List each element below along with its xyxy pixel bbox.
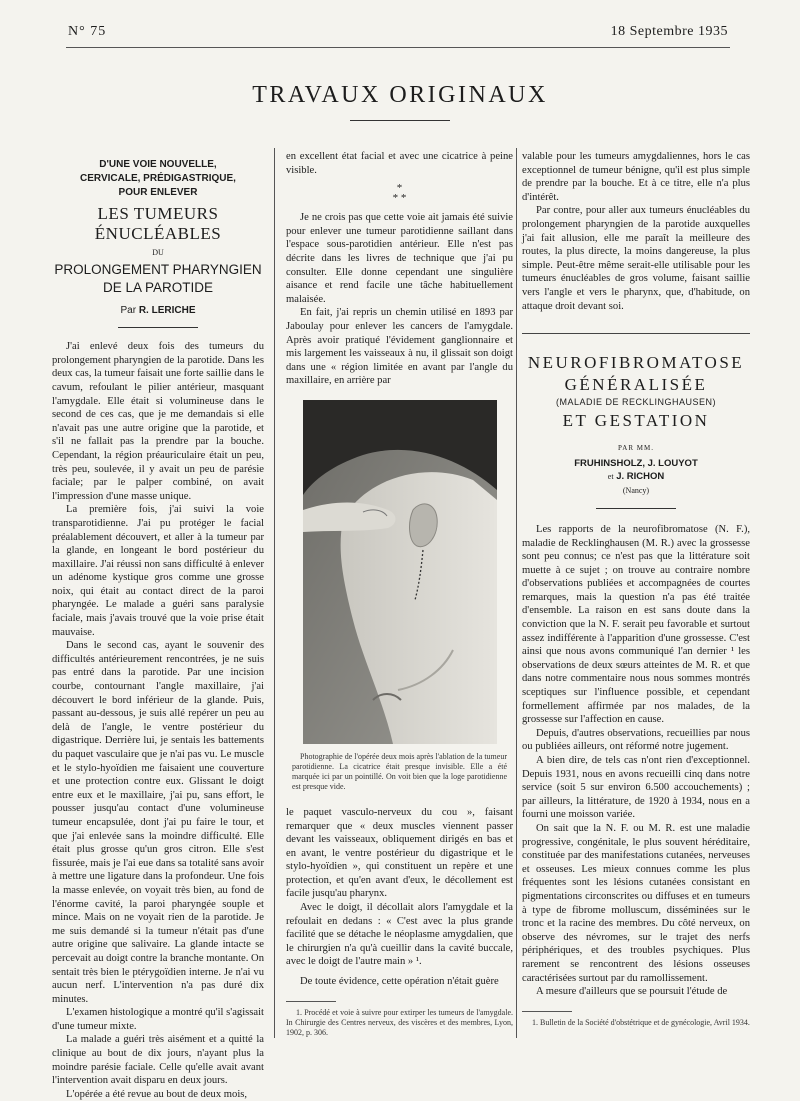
article-separator-rule (522, 333, 750, 334)
paragraph: A mesure d'ailleurs que se poursuit l'étude de (536, 986, 728, 998)
paragraph: J'ai enlevé deux fois des tumeurs du prolongement pharyngien de la parotide. Dans les deux cas, la tumeur faisait une forte saillie dans le cavum, refoulant le pilier antérieur, masquant l'amygdale. Elle était si volumineuse dans le second de ces cas, que je me demandais si elle n'avait pas une autre origine que la parotide, et s'il ne fallait pas la prendre par la bouche. Cependant, la région préauriculaire était un peu, très peu, soulevée, il y avait un peu de parésie faciale; par le palper combiné, on avait l'impression d'une masse unique. (52, 341, 264, 502)
photo-caption: Photographie de l'opérée deux mois après l'ablation de la tumeur parotidienne. La cicatrice était presque invisible. Elle a été marquée ici par un pointillé. On voit bien que la loge parotidienne est presque vide. (292, 751, 507, 791)
footnote-rule (522, 1011, 572, 1012)
footnote: 1. Bulletin de la Société d'obstétrique et de gynécologie, Avril 1934. (532, 1017, 750, 1027)
paragraph: La première fois, j'ai suivi la voie transparotidienne. J'ai pu protéger le facial préalablement découvert, et aller à la tumeur par la glande, en longeant le bord postérieur du maxillaire. J'ai réussi non sans difficulté à enlever un adénome kystique gros comme une grosse noix, qui était au contact direct de la paroi pharyngée. Le malade a guéri sans paralysie faciale, mais j'avais trouvé que la voie prise était mauvaise. (52, 504, 264, 638)
header-rule (66, 47, 730, 48)
paragraph: L'opérée a été revue au bout de deux mois, (66, 1088, 248, 1100)
paragraph: valable pour les tumeurs amygdaliennes, hors le cas exceptionnel de tumeur bénigne, qu'il est plus simple de prendre par la bouche. Et à ce titre, elle n'a plus d'intérêt. (522, 151, 750, 203)
column-divider-2 (516, 148, 517, 1038)
section-title: TRAVAUX ORIGINAUX (252, 82, 548, 108)
paragraph: le paquet vasculo-nerveux du cou », faisant remarquer que « deux muscles viennent passer devant les vaisseaux, obliquement dirigés en bas et en avant, le ventre postérieur du digastrique et le stylo-hyoïdien », qui constituent un repère et une protection, et qu'en avant d'eux, le décollement est facile jusqu'au pharynx. (286, 806, 513, 900)
footnote: 1. Procédé et voie à suivre pour extirper les tumeurs de l'amygdale. In Chirurgie des Centres nerveux, des viscères et des membres, Lyon, 1902, p. 306. (286, 1007, 513, 1037)
paragraph: En fait, j'ai repris un chemin utilisé en 1893 par Jaboulay pour enlever les cancers de l'amygdale. Après avoir pratiqué l'évidement ganglionnaire et mis largement les vaisseaux à nu, il glissait son doigt dans une « région limitée en avant par l'angle du maxillaire, en arrière par (286, 307, 513, 387)
article1-title-du: DU (152, 248, 164, 257)
paragraph: Avec le doigt, il décollait alors l'amygdale et la refoulait en dedans : « C'est avec la plus grande facilité que se détache le néoplasme amygdalien, que le chirurgien n'a qu'à cueillir dans la cavité buccale, avec le doigt de l'autre main » ¹. (286, 902, 513, 968)
column-divider-1 (274, 148, 275, 1038)
paragraph: Dans le second cas, ayant le souvenir des difficultés antérieurement rencontrées, je ne suis pas entré dans la parotide. Par une incision courbe, contournant l'angle maxillaire, j'ai découvert le bord inférieur de la glande. Puis, passant au-dessous, je suis allé repérer un peu au delà de l'angle, le ventre postérieur du digastrique. Derrière lui, je sentais les battements du paquet vasculaire que je n'ai pas vu. Le muscle et le stylo-hyoïdien me faisaient une couverture et une protection contre eux. Glissant le doigt entre eux et le maxillaire, j'ai pu, sans effort, le pousser jusqu'au contact d'une volumineuse tumeur encapsulée, dont j'ai pu faire le tour, et que j'ai enlevée sans la moindre difficulté. Elle était plus grosse qu'un gros citron. Elle s'est fissurée, mais je l'ai eue dans sa totalité sans avoir à mettre une ligature dans la profondeur. Une fois la masse enlevée, on voyait très bien, au fond de l'énorme cavité, la paroi pharyngée souple et mince. Mais on ne voyait rien de la parotide. Je me suis demandé si la tumeur n'était pas d'une autre origine que salivaire. La glande intacte se percevait au doigt contre la branche montante. On sentait très bien le ptérygoïdien interne. Je n'ai vu aucun nerf. L'intervention n'a pas duré dix minutes. (52, 640, 264, 1005)
paragraph: Les rapports de la neurofibromatose (N. F.), maladie de Recklinghausen (M. R.) avec la grossesse sont peu connus; ce n'est pas que la littérature soit muette à ce sujet ; on trouve au contraire nombre d'observations publiées et accompagnées de courtes remarques, mais la question n'a pas été traitée d'ensemble. La raison en est sans doute dans la conviction que la N. F. serait peu favorable et surtout assez indifférente à l'apparition d'une grossesse. C'est ainsi que nous avons communiqué l'an dernier ¹ les observations de deux sœurs atteintes de M. R. et que dans notre commentaire nous nous sommes montrés sceptiques sur l'influence possible, et cependant formellement affirmée par nos malades, de la grossesse sur l'affection en cause. (522, 523, 750, 726)
paragraph: On sait que la N. F. ou M. R. est une maladie progressive, congénitale, le plus souvent héréditaire, constituée par des manifestations cutanées, nerveuses et osseuses. Les mieux connues comme les plus fréquentes sont les lésions cutanées consistant en pigmentations circonscrites ou diffuses et en tumeurs à type de fibrome molluscum, disséminées sur le tronc et la racine des membres. Du côté nerveux, on observe des névromes, sur le trajet des nerfs périphériques, et des troubles psychiques. Plus rarement se rencontrent des lésions osseuses caractérisées surtout par du ramollissement. (522, 822, 750, 984)
article1-title-sub-2: DE LA PAROTIDE (102, 279, 214, 295)
patient-photograph (303, 400, 497, 744)
article1-byline: Par R. LERICHE (120, 304, 196, 316)
article2-heading (522, 352, 750, 509)
paragraph: Par contre, pour aller aux tumeurs énucléables du prolongement pharyngien de la parotide auxquelles j'ai fait allusion, elle me paraît la meilleure des routes, la plus directe, la moins dangereuse, la plus simple. Peut-être même serait-elle utilisable pour les tumeurs énucléables de gros volume, faisant saillie vers l'angle et vers le pharynx, que, d'habitude, on attaque droit devant soi. (522, 205, 750, 312)
section-title-rule (350, 120, 450, 121)
article1-title-sub-1: PROLONGEMENT PHARYNGIEN (54, 261, 262, 277)
photo-illustration (303, 400, 497, 744)
article1-title-main: LES TUMEURS ÉNUCLÉABLES (94, 204, 222, 243)
article2-authors: FRUHINSHOLZ, J. LOUYOT et J. RICHON (574, 458, 698, 483)
paragraph: L'examen histologique a montré qu'il s'agissait d'une tumeur mixte. (52, 1007, 264, 1032)
article2-subtitle: (MALADIE DE RECKLINGHAUSEN) (555, 397, 717, 408)
paragraph: Je ne crois pas que cette voie ait jamais été suivie pour enlever une tumeur parotidienne saillant dans l'espace sous-parotidien antérieur. Elle n'est pas décrite dans les livres de technique que j'ai pu consulter. Elle donne cependant une singulière aisance et rend facile une tâche habituellement malaisée. (286, 212, 513, 305)
issue-date: 18 Septembre 1935 (610, 24, 728, 39)
article2-title-2: GÉNÉRALISÉE (564, 375, 708, 395)
section-separator-stars: * * * (392, 182, 407, 205)
paragraph: en excellent état facial et avec une cicatrice à peine visible. (286, 151, 513, 176)
article1-heading (52, 158, 264, 328)
article2-title-1: NEUROFIBROMATOSE (527, 353, 745, 373)
article1-author: R. LERICHE (138, 304, 196, 316)
paragraph: La malade a guéri très aisément et a quitté la clinique au bout de dix jours, n'ayant plus la moindre parésie faciale. Celle qu'elle avait avant l'intervention avait disparu en deux jours. (52, 1034, 264, 1087)
paragraph: A bien dire, de tels cas n'ont rien d'exceptionnel. Depuis 1931, nous en avons recueilli cinq dans notre service (soit 5 sur environ 6.500 accouchements) ; par ailleurs, la littérature, de 1920 à 1934, nous en a fourni une moisson variée. (522, 755, 750, 821)
article2-title-3: ET GESTATION (562, 410, 710, 430)
paragraph: Depuis, d'autres observations, recueillies par nous ou publiées ailleurs, ont réformé notre jugement. (522, 727, 750, 753)
footnote-rule (286, 1001, 336, 1002)
column-2 (286, 150, 513, 1038)
column-3 (522, 150, 750, 1028)
article2-heading-rule (596, 508, 676, 509)
issue-number: N° 75 (68, 24, 107, 39)
article2-city: (Nancy) (622, 486, 650, 496)
column-1 (52, 150, 264, 1101)
paragraph: De toute évidence, cette opération n'était guère (300, 976, 499, 988)
article1-heading-rule (118, 327, 198, 328)
article1-kicker: D'UNE VOIE NOUVELLE, CERVICALE, PRÉDIGASTRIQUE, POUR ENLEVER (80, 159, 236, 198)
article2-par: PAR MM. (618, 443, 654, 452)
